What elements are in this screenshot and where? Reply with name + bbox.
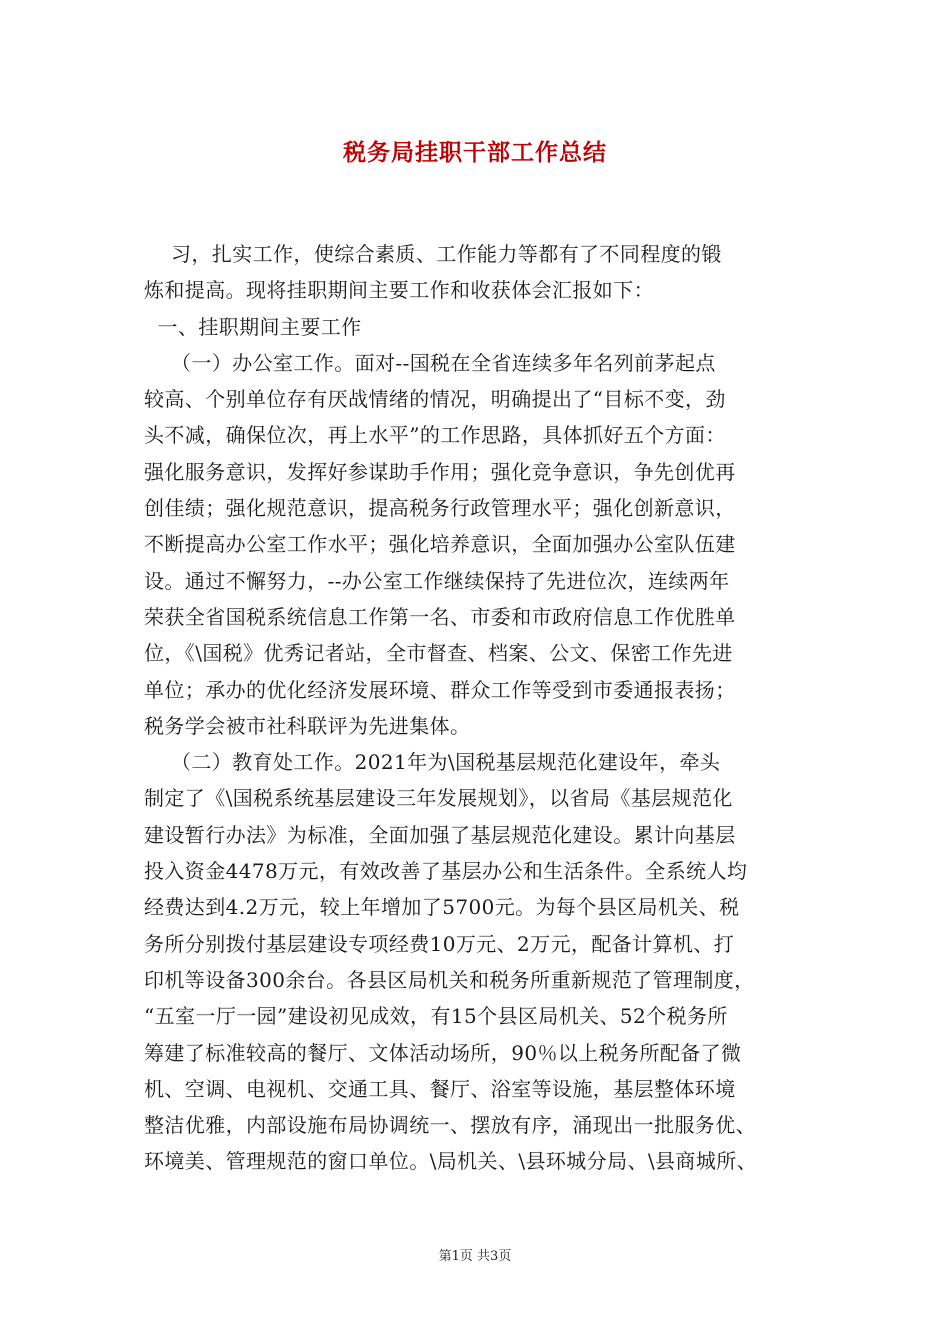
body-line: 务所分别拨付基层建设专项经费10万元、2万元，配备计算机、打	[144, 931, 735, 956]
section-heading: 一、挂职期间主要工作	[144, 314, 362, 339]
body-line: 整洁优雅，内部设施布局协调统一、摆放有序，涌现出一批服务优、	[144, 1113, 756, 1138]
body-line: 设。通过不懈努力，--办公室工作继续保持了先进位次，连续两年	[144, 568, 730, 593]
document-title: 税务局挂职干部工作总结	[343, 139, 607, 166]
body-line: 经费达到4.2万元，较上年增加了5700元。为每个县区局机关、税	[144, 895, 740, 920]
body-line: 筹建了标准较高的餐厅、文体活动场所，90％以上税务所配备了微	[144, 1040, 742, 1065]
body-line: 强化服务意识，发挥好参谋助手作用；强化竞争意识，争先创优再	[144, 459, 736, 484]
body-line: （二）教育处工作。2021年为\国税基层规范化建设年，牵头	[144, 750, 721, 775]
body-line: 位，《\国税》优秀记者站，全市督查、档案、公文、保密工作先进	[144, 641, 733, 666]
body-line: 税务学会被市社科联评为先进集体。	[144, 713, 471, 738]
body-line: 投入资金4478万元，有效改善了基层办公和生活条件。全系统人均	[144, 859, 748, 884]
body-line: 环境美、管理规范的窗口单位。\局机关、\县环城分局、\县商城所、	[144, 1149, 758, 1174]
body-line: “五室一厅一园”建设初见成效，有15个县区局机关、52个税务所	[144, 1004, 728, 1029]
body-line: 习，扎实工作，使综合素质、工作能力等都有了不同程度的锻	[144, 242, 722, 266]
body-line: 炼和提高。现将挂职期间主要工作和收获体会汇报如下：	[144, 278, 654, 303]
body-line: 荣获全省国税系统信息工作第一名、市委和市政府信息工作优胜单	[144, 604, 736, 629]
body-line: 单位；承办的优化经济发展环境、群众工作等受到市委通报表扬；	[144, 677, 736, 702]
body-line: （一）办公室工作。面对--国税在全省连续多年名列前茅起点	[144, 350, 716, 375]
body-line: 机、空调、电视机、交通工具、餐厅、浴室等设施，基层整体环境	[144, 1076, 736, 1101]
body-line: 制定了《\国税系统基层建设三年发展规划》，以省局《基层规范化	[144, 786, 733, 811]
body-line: 印机等设备300余台。各县区局机关和税务所重新规范了管理制度，	[144, 967, 755, 992]
body-line: 头不减，确保位次，再上水平”的工作思路，具体抓好五个方面：	[144, 423, 726, 448]
body-line: 创佳绩；强化规范意识，提高税务行政管理水平；强化创新意识，	[144, 496, 736, 521]
body-line: 较高、个别单位存有厌战情绪的情况，明确提出了“目标不变，劲	[144, 387, 726, 412]
body-line: 建设暂行办法》为标准，全面加强了基层规范化建设。累计向基层	[144, 822, 736, 847]
page-number-footer: 第1页 共3页	[438, 1249, 512, 1264]
document-body	[144, 236, 814, 1180]
body-line: 不断提高办公室工作水平；强化培养意识，全面加强办公室队伍建	[144, 532, 736, 557]
